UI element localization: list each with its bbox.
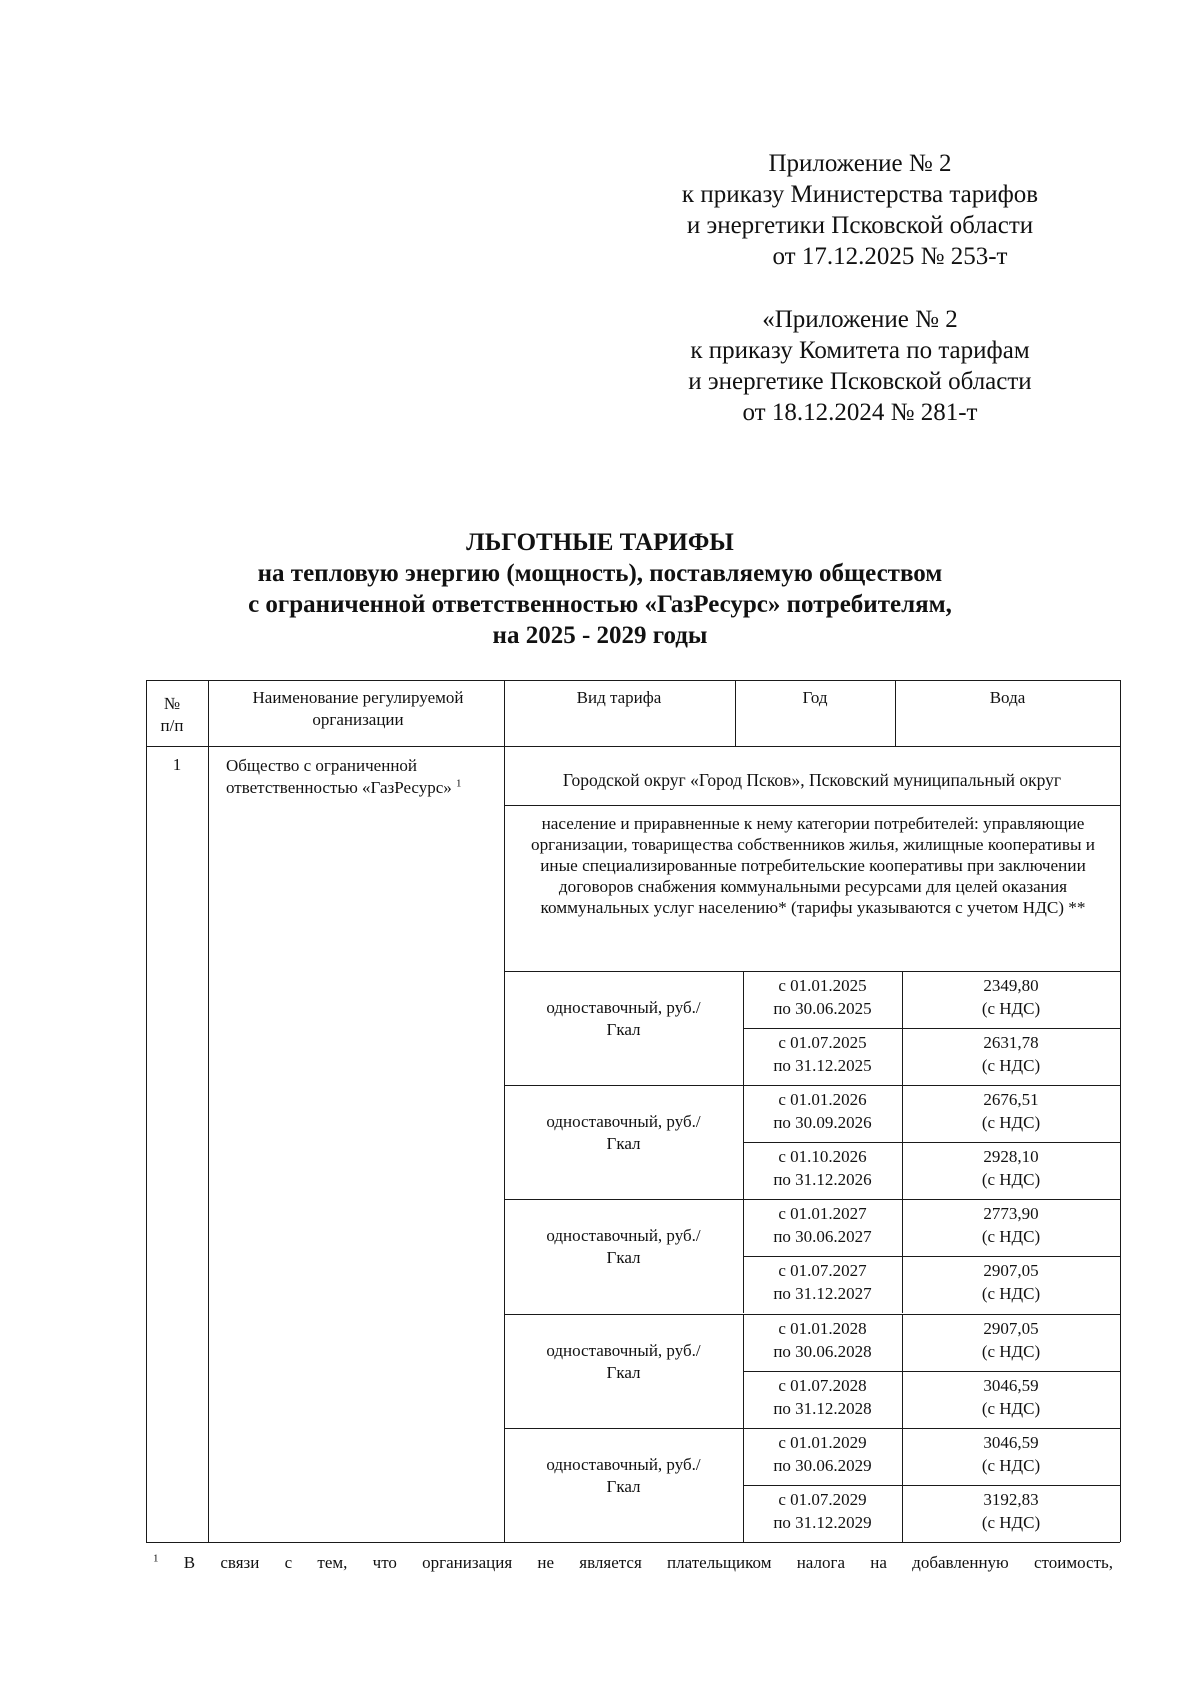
territory: Городской округ «Город Псков», Псковский муниципальный округ	[562, 770, 1062, 790]
org-name: Общество с ограниченной ответственностью «ГазРесурс»	[226, 756, 452, 797]
tariff-vat-note: (с НДС)	[981, 1399, 1041, 1418]
appendix-line: и энергетики Псковской области	[686, 212, 1034, 239]
period-divider	[743, 1142, 1120, 1143]
tariff-vat-note: (с НДС)	[981, 1170, 1041, 1189]
title-line: на тепловую энергию (мощность), поставляемую обществом	[257, 560, 943, 587]
appendix-line: к приказу Комитета по тарифам	[690, 337, 1030, 364]
header-year: Год	[802, 688, 828, 707]
tariff-type-cell: одноставочный, руб./Гкал	[546, 1341, 701, 1382]
tariff-vat-note: (с НДС)	[981, 1342, 1041, 1361]
column-divider	[735, 680, 736, 746]
period-to: по 30.06.2027	[773, 1227, 872, 1246]
period-to: по 30.06.2025	[773, 999, 872, 1018]
tariff-vat-note: (с НДС)	[981, 999, 1041, 1018]
header-tariff-type: Вид тарифа	[576, 688, 662, 707]
tariff-vat-note: (с НДС)	[981, 1284, 1041, 1303]
header-num: № п/п	[160, 694, 184, 735]
table-top-border	[146, 680, 1120, 681]
group-divider	[504, 1314, 1120, 1315]
period-from: с 01.01.2027	[778, 1204, 867, 1223]
tariff-value: 2928,10	[983, 1147, 1039, 1166]
title-line: ЛЬГОТНЫЕ ТАРИФЫ	[466, 529, 734, 556]
tariff-value: 2676,51	[983, 1090, 1039, 1109]
appendix-line: к приказу Министерства тарифов	[681, 181, 1039, 208]
tariff-type-cell: одноставочный, руб./Гкал	[546, 1112, 701, 1153]
column-divider	[895, 680, 896, 746]
period-to: по 31.12.2029	[773, 1513, 872, 1532]
tariff-value: 3046,59	[983, 1433, 1039, 1452]
tariff-type-cell: одноставочный, руб./Гкал	[546, 998, 701, 1039]
period-divider	[743, 1371, 1120, 1372]
period-to: по 30.06.2028	[773, 1342, 872, 1361]
period-from: с 01.07.2025	[778, 1033, 867, 1052]
period-from: с 01.01.2026	[778, 1090, 867, 1109]
period-from: с 01.01.2029	[778, 1433, 867, 1452]
header-org: Наименование регулируемой организации	[252, 688, 464, 729]
period-divider	[743, 1485, 1120, 1486]
appendix-line: «Приложение № 2	[762, 306, 958, 333]
period-from: с 01.01.2025	[778, 976, 867, 995]
tariff-vat-note: (с НДС)	[981, 1056, 1041, 1075]
header-bottom-border	[146, 746, 1120, 747]
appendix-line: и энергетике Псковской области	[688, 368, 1032, 395]
group-divider	[504, 1085, 1120, 1086]
title-line: на 2025 - 2029 годы	[492, 622, 708, 649]
footnote	[153, 1552, 1113, 1574]
group-divider	[504, 1199, 1120, 1200]
tariff-value: 2907,05	[983, 1319, 1039, 1338]
tariff-vat-note: (с НДС)	[981, 1113, 1041, 1132]
row-divider	[504, 971, 1120, 972]
tariff-type-cell: одноставочный, руб./Гкал	[546, 1226, 701, 1267]
table-left-border	[146, 680, 147, 1542]
period-to: по 31.12.2027	[773, 1284, 872, 1303]
tariff-value: 2773,90	[983, 1204, 1039, 1223]
tariff-vat-note: (с НДС)	[981, 1456, 1041, 1475]
appendix-line: от 17.12.2025 № 253-т	[772, 243, 1008, 270]
group-divider	[504, 1428, 1120, 1429]
tariff-value: 3046,59	[983, 1376, 1039, 1395]
appendix-line: Приложение № 2	[768, 150, 952, 177]
title-line: с ограниченной ответственностью «ГазРесурс» потребителям,	[248, 591, 952, 618]
period-from: с 01.07.2027	[778, 1261, 867, 1280]
row-number: 1	[172, 755, 182, 774]
period-divider	[743, 1028, 1120, 1029]
tariff-vat-note: (с НДС)	[981, 1513, 1041, 1532]
period-from: с 01.01.2028	[778, 1319, 867, 1338]
table-bottom-border	[146, 1542, 1120, 1543]
period-to: по 31.12.2026	[773, 1170, 872, 1189]
tariff-value: 3192,83	[983, 1490, 1039, 1509]
tariff-value: 2907,05	[983, 1261, 1039, 1280]
period-to: по 31.12.2025	[773, 1056, 872, 1075]
tariff-value: 2631,78	[983, 1033, 1039, 1052]
period-from: с 01.10.2026	[778, 1147, 867, 1166]
org-footnote-mark: 1	[456, 777, 462, 790]
row-divider	[504, 805, 1120, 806]
period-to: по 30.09.2026	[773, 1113, 872, 1132]
table-right-border	[1120, 680, 1121, 1542]
period-to: по 31.12.2028	[773, 1399, 872, 1418]
footnote-text: В связи с тем, что организация не является плательщиком налога на добавленную стоимость,	[183, 1553, 1114, 1572]
period-divider	[743, 1256, 1120, 1257]
period-from: с 01.07.2028	[778, 1376, 867, 1395]
tariff-vat-note: (с НДС)	[981, 1227, 1041, 1246]
consumer-category: население и приравненные к нему категории потребителей: управляющие организации, товарищества собственников жилья, жилищные кооперативы и иные специализированные потребительские кооперативы при заключении договоров снабжения коммунальными ресурсами для целей оказания коммунальных услуг населению* (тарифы указываются с учетом НДС) **	[530, 814, 1095, 917]
org-name-cell	[226, 755, 496, 799]
appendix-line: от 18.12.2024 № 281-т	[742, 399, 978, 426]
tariff-type-cell: одноставочный, руб./Гкал	[546, 1455, 701, 1496]
period-from: с 01.07.2029	[778, 1490, 867, 1509]
column-divider	[208, 680, 209, 1542]
tariff-value: 2349,80	[983, 976, 1039, 995]
header-water: Вода	[989, 688, 1026, 707]
footnote-mark: 1	[153, 1552, 159, 1565]
period-to: по 30.06.2029	[773, 1456, 872, 1475]
